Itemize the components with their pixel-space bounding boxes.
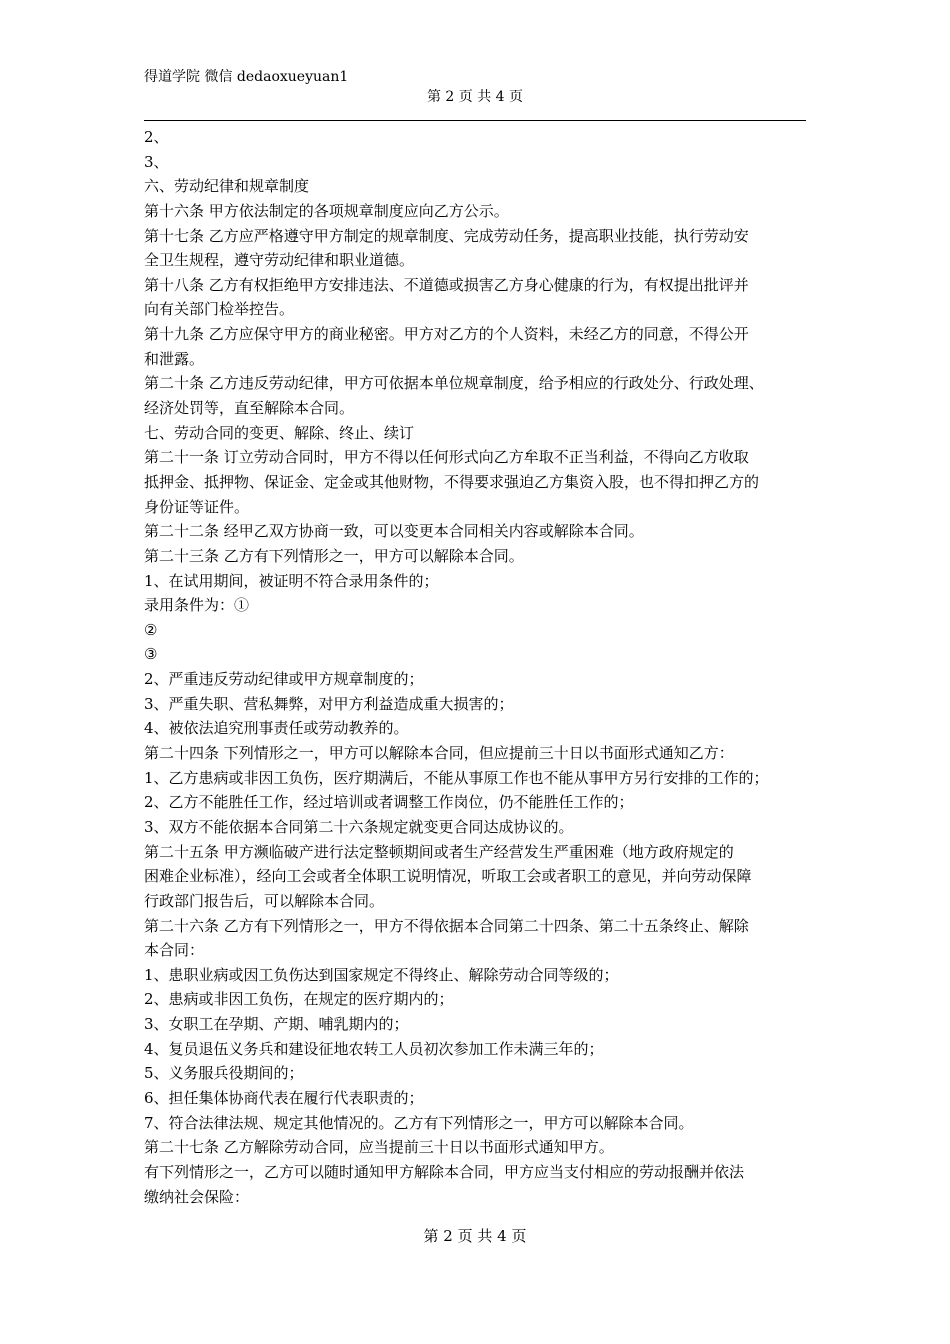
- text-line: 向有关部门检举控告。: [144, 300, 295, 319]
- text-line: ③: [144, 645, 158, 664]
- text-line: 全卫生规程，遵守劳动纪律和职业道德。: [144, 251, 415, 270]
- text-line: 3、双方不能依据本合同第二十六条规定就变更合同达成协议的。: [144, 817, 574, 836]
- text-line: 第二十一条 订立劳动合同时，甲方不得以任何形式向乙方牟取不正当利益，不得向乙方收取: [144, 448, 749, 467]
- text-line: 抵押金、抵押物、保证金、定金或其他财物，不得要求强迫乙方集资入股，也不得扣押乙方的: [144, 472, 760, 491]
- header-source: 得道学院 微信 dedaoxueyuan1: [144, 69, 349, 85]
- text-line: 4、被依法追究刑事责任或劳动教养的。: [144, 719, 409, 738]
- text-line: 4、复员退伍义务兵和建设征地农转工人员初次参加工作未满三年的；: [144, 1039, 604, 1058]
- text-line: 3、: [144, 152, 169, 171]
- text-line: 1、乙方患病或非因工负伤，医疗期满后，不能从事原工作也不能从事甲方另行安排的工作的；: [144, 768, 769, 787]
- footer-page-indicator: 第 2 页 共 4 页: [423, 1227, 527, 1245]
- text-line: 第二十三条 乙方有下列情形之一，甲方可以解除本合同。: [144, 546, 524, 565]
- text-line: 2、乙方不能胜任工作，经过培训或者调整工作岗位，仍不能胜任工作的；: [144, 793, 634, 812]
- text-line: 2、患病或非因工负伤，在规定的医疗期内的；: [144, 990, 454, 1009]
- contract-body-text: [144, 125, 816, 1209]
- text-line: 缴纳社会保险：: [144, 1187, 250, 1206]
- text-line: 本合同：: [144, 941, 205, 960]
- text-line: 六、劳动纪律和规章制度: [144, 177, 310, 196]
- text-line: 七、劳动合同的变更、解除、终止、续订: [144, 423, 415, 442]
- text-line: ②: [144, 620, 158, 639]
- text-line: 经济处罚等，直至解除本合同。: [144, 399, 355, 418]
- text-line: 2、严重违反劳动纪律或甲方规章制度的；: [144, 670, 424, 689]
- text-line: 录用条件为：①: [144, 596, 250, 615]
- text-line: 第十六条 甲方依法制定的各项规章制度应向乙方公示。: [144, 201, 509, 220]
- text-line: 7、符合法律法规、规定其他情况的。乙方有下列情形之一，甲方可以解除本合同。: [144, 1113, 694, 1132]
- text-line: 第二十六条 乙方有下列情形之一，甲方不得依据本合同第二十四条、第二十五条终止、解除: [144, 916, 749, 935]
- text-line: 1、患职业病或因工负伤达到国家规定不得终止、解除劳动合同等级的；: [144, 965, 619, 984]
- text-line: 第二十七条 乙方解除劳动合同，应当提前三十日以书面形式通知甲方。: [144, 1138, 614, 1157]
- text-line: 第二十二条 经甲乙双方协商一致，可以变更本合同相关内容或解除本合同。: [144, 522, 644, 541]
- text-line: 行政部门报告后，可以解除本合同。: [144, 891, 385, 910]
- text-line: 2、: [144, 128, 169, 146]
- text-line: 有下列情形之一，乙方可以随时通知甲方解除本合同，甲方应当支付相应的劳动报酬并依法: [144, 1162, 745, 1181]
- text-line: 第二十五条 甲方濒临破产进行法定整顿期间或者生产经营发生严重困难（地方政府规定的: [144, 842, 734, 861]
- text-line: 第十八条 乙方有权拒绝甲方安排违法、不道德或损害乙方身心健康的行为，有权提出批评并: [144, 275, 749, 294]
- text-line: 第十九条 乙方应保守甲方的商业秘密。甲方对乙方的个人资料，未经乙方的同意，不得公开: [144, 325, 749, 344]
- text-line: 1、在试用期间，被证明不符合录用条件的；: [144, 571, 439, 590]
- text-line: 3、女职工在孕期、产期、哺乳期内的；: [144, 1015, 409, 1034]
- text-line: 第十七条 乙方应严格遵守甲方制定的规章制度、完成劳动任务，提高职业技能，执行劳动安: [144, 226, 749, 245]
- text-line: 6、担任集体协商代表在履行代表职责的；: [144, 1088, 424, 1107]
- text-line: 和泄露。: [144, 349, 205, 368]
- text-line: 第二十四条 下列情形之一，甲方可以解除本合同，但应提前三十日以书面形式通知乙方：: [144, 744, 734, 763]
- text-line: 困难企业标准），经向工会或者全体职工说明情况，听取工会或者职工的意见，并向劳动保障: [144, 867, 752, 886]
- header-divider: [144, 120, 806, 121]
- text-line: 身份证等证件。: [144, 497, 250, 516]
- text-line: 第二十条 乙方违反劳动纪律，甲方可依据本单位规章制度，给予相应的行政处分、行政处理、: [144, 374, 764, 393]
- header-page-indicator: 第 2 页 共 4 页: [426, 89, 524, 105]
- text-line: 5、义务服兵役期间的；: [144, 1064, 304, 1083]
- text-line: 3、严重失职、营私舞弊，对甲方利益造成重大损害的；: [144, 694, 514, 713]
